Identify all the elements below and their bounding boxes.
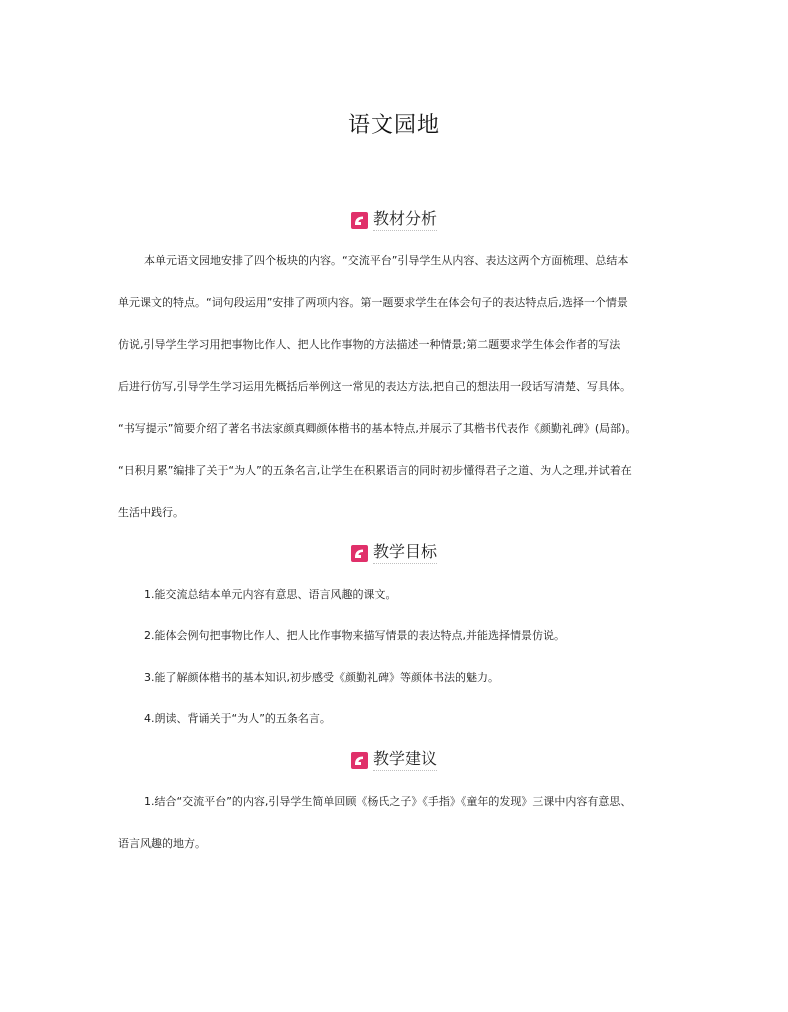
list-item: 4.朗读、背诵关于“为人”的五条名言。 (144, 712, 331, 725)
list-item: 3.能了解颜体楷书的基本知识,初步感受《颜勤礼碑》等颜体书法的魅力。 (144, 671, 499, 684)
section-heading-suggestions (0, 748, 788, 772)
paragraph-line: “书写提示”简要介绍了著名书法家颜真卿颜体楷书的基本特点,并展示了其楷书代表作《颜勤礼碑》(局部)。 (118, 422, 637, 435)
section-title: 教学建议 (373, 749, 437, 771)
pink-quote-badge-icon (351, 752, 368, 769)
pink-quote-badge-icon (351, 545, 368, 562)
paragraph-line: 语言风趣的地方。 (118, 837, 206, 850)
paragraph-line: 单元课文的特点。“词句段运用”安排了两项内容。第一题要求学生在体会句子的表达特点后,选择一个情景 (118, 296, 628, 309)
section-title: 教材分析 (373, 209, 437, 231)
paragraph-line: 1.结合“交流平台”的内容,引导学生简单回顾《杨氏之子》《手指》《童年的发现》三课中内容有意思、 (144, 795, 632, 808)
paragraph-line: 后进行仿写,引导学生学习运用先概括后举例这一常见的表达方法,把自己的想法用一段话写清楚、写具体。 (118, 380, 631, 393)
page-title: 语文园地 (347, 113, 440, 138)
section-heading-analysis (0, 208, 788, 232)
paragraph-line: “日积月累”编排了关于“为人”的五条名言,让学生在积累语言的同时初步懂得君子之道、为人之理,并试着在 (118, 464, 632, 477)
list-item: 2.能体会例句把事物比作人、把人比作事物来描写情景的表达特点,并能选择情景仿说。 (144, 629, 565, 642)
paragraph-line: 生活中践行。 (118, 506, 184, 519)
pink-quote-badge-icon (351, 212, 368, 229)
paragraph-line: 本单元语文园地安排了四个板块的内容。“交流平台”引导学生从内容、表达这两个方面梳理、总结本 (144, 254, 629, 267)
section-title: 教学目标 (373, 542, 437, 564)
paragraph-line: 仿说,引导学生学习用把事物比作人、把人比作事物的方法描述一种情景;第二题要求学生体会作者的写法 (118, 338, 621, 351)
list-item: 1.能交流总结本单元内容有意思、语言风趣的课文。 (144, 588, 397, 601)
section-heading-goals (0, 541, 788, 565)
